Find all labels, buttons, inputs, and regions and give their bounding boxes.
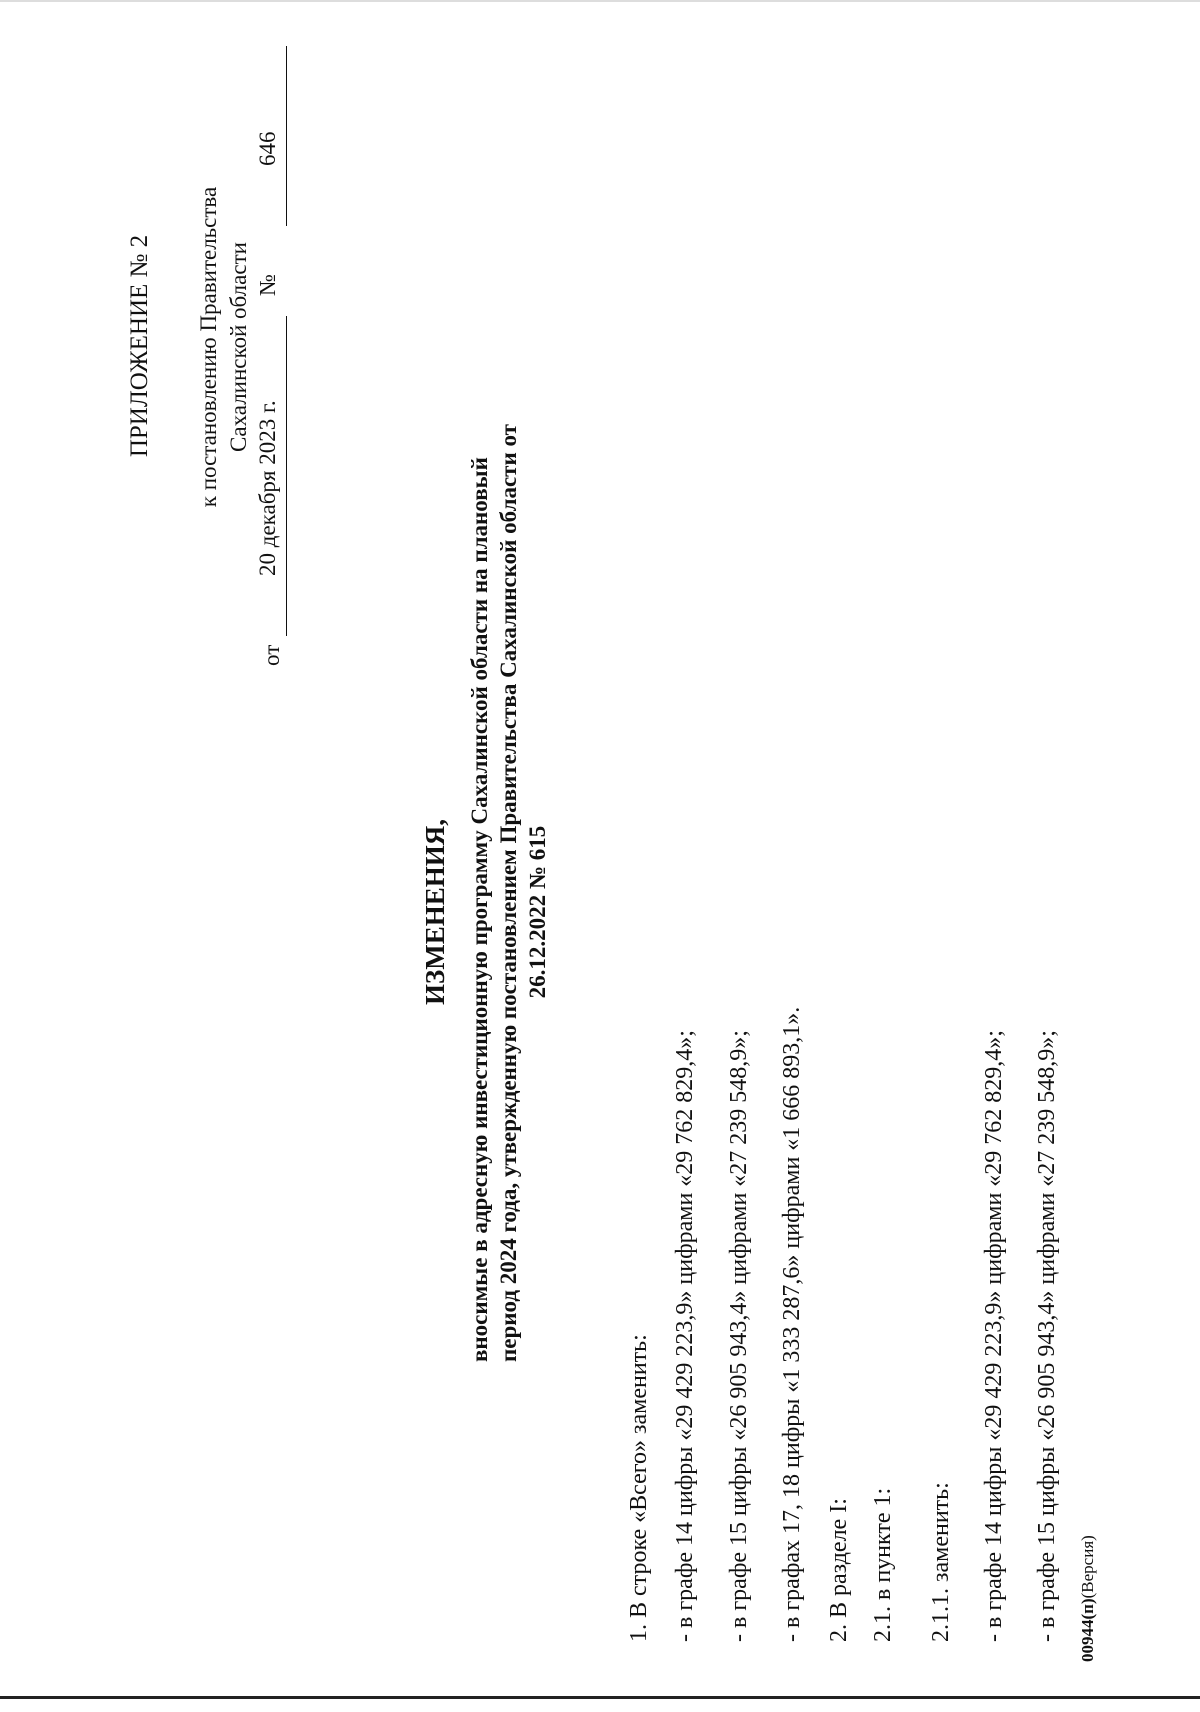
- document-number: 646: [255, 131, 280, 166]
- footer-document-code: 00944(п): [1078, 1598, 1097, 1662]
- body-line: 2.1. в пункте 1:: [870, 1487, 896, 1642]
- number-label: №: [255, 274, 280, 296]
- footer-version: (Версия): [1078, 1535, 1097, 1599]
- body-line: - в графе 15 цифры «26 905 943,4» цифрами «27 239 548,9»;: [1034, 1030, 1060, 1642]
- body-line: - в графах 17, 18 цифры «1 333 287,6» цифрами «1 666 893,1».: [779, 1006, 805, 1642]
- body-line: - в графе 14 цифры «29 429 223,9» цифрами «29 762 829,4»;: [672, 1030, 698, 1642]
- appendix-line-2: Сахалинской области: [226, 242, 251, 452]
- body-line: - в графе 14 цифры «29 429 223,9» цифрами «29 762 829,4»;: [981, 1030, 1007, 1642]
- footer-code: [1078, 1535, 1098, 1662]
- appendix-signature-row: [255, 46, 287, 666]
- from-label: от: [259, 644, 284, 666]
- number-underline: [286, 46, 287, 226]
- document-subtitle-line-1: вносимые в адресную инвестиционную программу Сахалинской области на плановый: [467, 457, 492, 1362]
- date-underline: [286, 316, 287, 636]
- body-line: - в графе 15 цифры «26 905 943,4» цифрами «27 239 548,9»;: [726, 1030, 752, 1642]
- document-subtitle-line-3: 26.12.2022 № 615: [525, 825, 550, 999]
- body-line: 1. В строке «Всего» заменить:: [626, 1334, 652, 1642]
- scan-bottom-edge: [0, 1696, 1200, 1699]
- document-subtitle-line-2: период 2024 года, утвержденную постановлением Правительства Сахалинской области от: [496, 424, 521, 1362]
- body-line: 2.1.1. заменить:: [928, 1482, 954, 1642]
- document-title: ИЗМЕНЕНИЯ,: [420, 819, 450, 1006]
- appendix-title: ПРИЛОЖЕНИЕ № 2: [126, 234, 153, 458]
- body-line: 2. В разделе I:: [826, 1498, 852, 1642]
- document-date: 20 декабря 2023 г.: [255, 400, 280, 576]
- appendix-line-1: к постановлению Правительства: [196, 186, 221, 508]
